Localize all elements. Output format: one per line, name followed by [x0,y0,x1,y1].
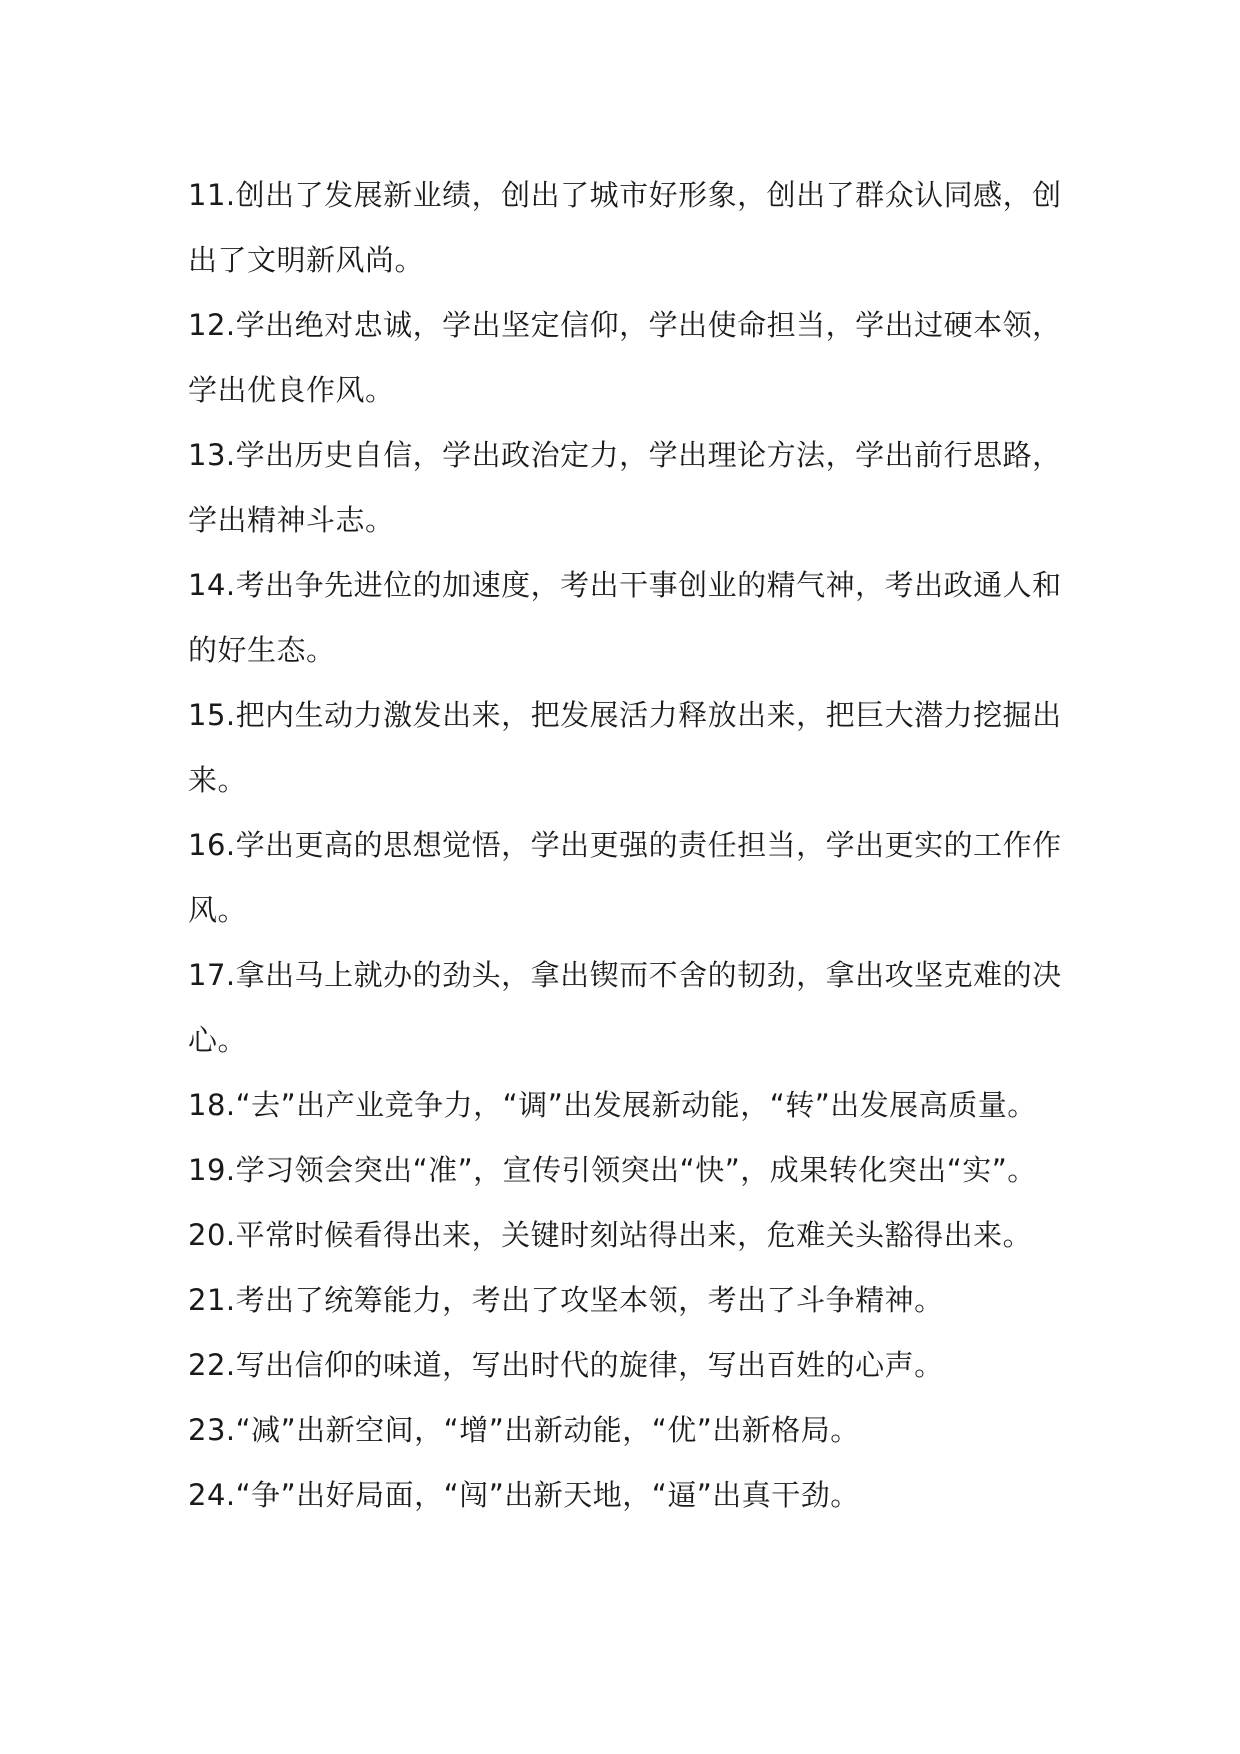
list-item-22: 22.写出信仰的味道，写出时代的旋律，写出百姓的心声。 [188,1348,944,1382]
list-item-23: 23.“减”出新空间，“增”出新动能，“优”出新格局。 [188,1413,860,1447]
list-item-12: 12.学出绝对忠诚，学出坚定信仰，学出使命担当，学出过硬本领，学出优良作风。 [188,308,1062,407]
list-item-24: 24.“争”出好局面，“闯”出新天地，“逼”出真干劲。 [188,1478,860,1512]
list-item-14: 14.考出争先进位的加速度，考出干事创业的精气神，考出政通人和的好生态。 [188,568,1062,667]
list-item-16: 16.学出更高的思想觉悟，学出更强的责任担当，学出更实的工作作风。 [188,828,1062,927]
list-item-21: 21.考出了统筹能力，考出了攻坚本领，考出了斗争精神。 [188,1283,944,1317]
list-item-20: 20.平常时候看得出来，关键时刻站得出来，危难关头豁得出来。 [188,1218,1033,1252]
document-body [188,163,1068,1528]
list-item-18: 18.“去”出产业竞争力，“调”出发展新动能，“转”出发展高质量。 [188,1088,1037,1122]
list-item-13: 13.学出历史自信，学出政治定力，学出理论方法，学出前行思路，学出精神斗志。 [188,438,1062,537]
list-item-15: 15.把内生动力激发出来，把发展活力释放出来，把巨大潜力挖掘出来。 [188,698,1062,797]
list-item-17: 17.拿出马上就办的劲头，拿出锲而不舍的韧劲，拿出攻坚克难的决心。 [188,958,1062,1057]
list-item-11: 11.创出了发展新业绩，创出了城市好形象，创出了群众认同感，创出了文明新风尚。 [188,178,1062,277]
list-item-19: 19.学习领会突出“准”，宣传引领突出“快”，成果转化突出“实”。 [188,1153,1037,1187]
